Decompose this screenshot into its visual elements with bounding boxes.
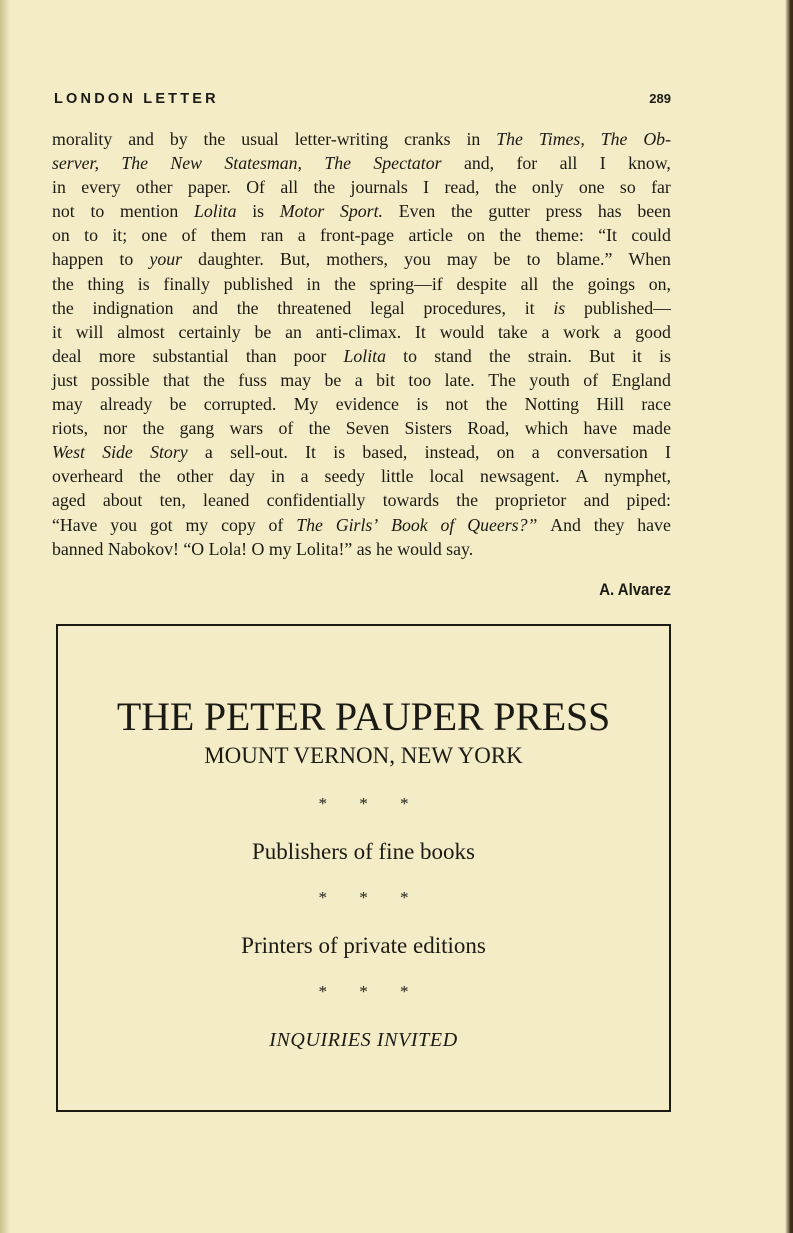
word: on bbox=[52, 225, 70, 246]
word: may bbox=[446, 249, 478, 270]
word: a bbox=[531, 442, 540, 463]
word: other bbox=[136, 177, 173, 198]
word: made bbox=[632, 418, 671, 439]
word: about bbox=[102, 490, 143, 511]
word: A bbox=[575, 466, 589, 487]
word: not bbox=[52, 201, 75, 222]
word: is bbox=[252, 201, 265, 222]
word: the bbox=[456, 490, 478, 511]
word: of bbox=[181, 225, 197, 246]
word: Statesman, bbox=[224, 153, 302, 174]
ad-printers-line: Printers of private editions bbox=[241, 933, 486, 958]
word: Side bbox=[102, 442, 133, 463]
word: a bbox=[300, 466, 309, 487]
word: substantial bbox=[152, 345, 229, 366]
word: leaned bbox=[203, 490, 250, 511]
word: cranks bbox=[404, 129, 451, 149]
word: say. bbox=[446, 538, 474, 559]
word: in bbox=[306, 273, 321, 294]
word: Notting bbox=[524, 394, 579, 415]
running-head: LONDON LETTER bbox=[54, 91, 219, 107]
word: blame.” bbox=[556, 249, 613, 270]
article-body bbox=[52, 127, 671, 561]
word: the bbox=[308, 418, 331, 439]
word: good bbox=[635, 321, 671, 342]
advertisement-box bbox=[56, 624, 671, 1112]
word: only bbox=[531, 177, 564, 198]
word: late. bbox=[444, 369, 475, 390]
word: almost bbox=[117, 321, 165, 342]
word: to bbox=[84, 225, 98, 246]
word: ten, bbox=[159, 490, 186, 511]
word: The bbox=[496, 129, 523, 149]
word: deal bbox=[52, 345, 82, 366]
word: fuss bbox=[238, 369, 267, 390]
word: it; bbox=[112, 225, 128, 246]
word: will bbox=[75, 321, 104, 342]
ad-title: THE PETER PAUPER PRESS bbox=[116, 694, 611, 739]
word: legal bbox=[370, 297, 405, 318]
word: just bbox=[52, 369, 78, 390]
word: my bbox=[185, 514, 209, 535]
word: bit bbox=[376, 369, 395, 390]
word: Sisters bbox=[404, 418, 452, 439]
word: and bbox=[128, 129, 154, 149]
word: of bbox=[583, 369, 599, 390]
word: would bbox=[397, 538, 442, 559]
text-line bbox=[52, 464, 671, 488]
word: mention bbox=[120, 201, 179, 222]
text-line bbox=[52, 320, 671, 344]
word: Story bbox=[150, 442, 188, 463]
word: Girls’ bbox=[335, 514, 379, 535]
word: morality bbox=[52, 129, 113, 149]
word: of bbox=[440, 514, 455, 535]
word: Even bbox=[398, 201, 436, 222]
word: you bbox=[404, 249, 431, 270]
page-number: 289 bbox=[649, 91, 671, 106]
word: all bbox=[520, 273, 539, 294]
word: on, bbox=[648, 273, 671, 294]
word: copy bbox=[221, 514, 256, 535]
word: got bbox=[149, 514, 173, 535]
word: in bbox=[270, 466, 285, 487]
text-line bbox=[52, 247, 671, 271]
word: Of bbox=[246, 177, 265, 198]
word: And bbox=[550, 514, 581, 535]
word: that bbox=[162, 369, 190, 390]
word: daughter. bbox=[198, 249, 264, 270]
word: despite bbox=[456, 273, 507, 294]
word: he bbox=[376, 538, 393, 559]
word: proprietor bbox=[495, 490, 567, 511]
word: may bbox=[280, 369, 312, 390]
word: happen bbox=[52, 249, 104, 270]
word: it bbox=[524, 297, 535, 318]
text-line bbox=[52, 175, 671, 199]
word: The bbox=[600, 129, 628, 149]
word: in bbox=[466, 129, 481, 149]
word: instead, bbox=[424, 442, 480, 463]
word: anti-climax. bbox=[315, 321, 402, 342]
word: so bbox=[619, 177, 636, 198]
word: theme: bbox=[535, 225, 584, 246]
word: stand bbox=[434, 345, 472, 366]
word: The bbox=[488, 369, 516, 390]
word: seedy bbox=[324, 466, 366, 487]
word: newsagent. bbox=[480, 466, 560, 487]
word: every bbox=[81, 177, 121, 198]
word: evidence bbox=[335, 394, 399, 415]
ornament-stars: * * * bbox=[318, 982, 423, 1001]
text-line bbox=[52, 537, 671, 561]
word: banned bbox=[52, 538, 104, 559]
word: been bbox=[637, 201, 671, 222]
word: the bbox=[488, 345, 511, 366]
word: letter-writing bbox=[294, 129, 389, 149]
word: be bbox=[493, 249, 511, 270]
text-line bbox=[52, 296, 671, 320]
word: conversation bbox=[556, 442, 648, 463]
word: be bbox=[169, 394, 187, 415]
word: take bbox=[497, 321, 528, 342]
word: an bbox=[285, 321, 302, 342]
word: It bbox=[305, 442, 316, 463]
word: West bbox=[52, 442, 85, 463]
text-line bbox=[52, 199, 671, 223]
word: corrupted. bbox=[203, 394, 277, 415]
word: my bbox=[268, 538, 292, 559]
word: have bbox=[637, 514, 671, 535]
word: of bbox=[278, 418, 294, 439]
word: race bbox=[641, 394, 671, 415]
word: article bbox=[408, 225, 453, 246]
word: press bbox=[545, 201, 583, 222]
word: is bbox=[333, 442, 346, 463]
word: know, bbox=[628, 153, 671, 174]
word: sell-out. bbox=[230, 442, 288, 463]
text-line bbox=[52, 344, 671, 368]
word: poor bbox=[293, 345, 327, 366]
word: is bbox=[553, 297, 566, 318]
word: a bbox=[204, 442, 213, 463]
word: your bbox=[149, 249, 183, 270]
word: O bbox=[251, 538, 265, 559]
word: My bbox=[293, 394, 319, 415]
word: on bbox=[467, 225, 485, 246]
word: in bbox=[52, 177, 66, 198]
word: “It bbox=[598, 225, 617, 246]
word: is bbox=[137, 273, 150, 294]
word: mothers, bbox=[326, 249, 388, 270]
word: gang bbox=[179, 418, 215, 439]
word: usual bbox=[241, 129, 279, 149]
word: wars bbox=[229, 418, 264, 439]
word: local bbox=[429, 466, 465, 487]
word: I bbox=[665, 442, 671, 463]
word: Times, bbox=[538, 129, 585, 149]
word: Sport. bbox=[340, 201, 383, 222]
text-line bbox=[52, 392, 671, 416]
word: I bbox=[599, 153, 606, 174]
text-line bbox=[52, 440, 671, 464]
word: nor bbox=[103, 418, 128, 439]
word: and bbox=[583, 490, 610, 511]
word: to bbox=[90, 201, 105, 222]
word: gutter bbox=[488, 201, 530, 222]
word: Ob- bbox=[643, 129, 671, 149]
word: and bbox=[192, 297, 218, 318]
word: it bbox=[52, 321, 62, 342]
word: front-page bbox=[320, 225, 395, 246]
word: confidentially bbox=[266, 490, 366, 511]
word: goings bbox=[587, 273, 636, 294]
word: for bbox=[516, 153, 538, 174]
ornament-stars: * * * bbox=[318, 794, 423, 813]
word: day bbox=[229, 466, 255, 487]
word: Motor bbox=[279, 201, 325, 222]
word: Seven bbox=[345, 418, 390, 439]
word: as bbox=[356, 538, 372, 559]
word: the bbox=[142, 418, 165, 439]
word: Queers?” bbox=[467, 514, 538, 535]
word: Book bbox=[391, 514, 428, 535]
word: threatened bbox=[277, 297, 352, 318]
word: a bbox=[613, 321, 622, 342]
word: the bbox=[334, 273, 356, 294]
word: Lolita bbox=[194, 201, 237, 222]
word: the bbox=[203, 129, 226, 149]
word: be bbox=[254, 321, 272, 342]
word: the bbox=[313, 177, 336, 198]
word: they bbox=[593, 514, 625, 535]
word: the bbox=[494, 177, 517, 198]
word: It bbox=[415, 321, 426, 342]
word: “Have bbox=[52, 514, 98, 535]
text-line bbox=[52, 223, 671, 247]
word: paper. bbox=[187, 177, 231, 198]
ad-inquiries: INQUIRIES INVITED bbox=[269, 1029, 458, 1051]
word: the bbox=[450, 201, 473, 222]
word: I bbox=[423, 177, 430, 198]
word: them bbox=[210, 225, 247, 246]
word: Hill bbox=[596, 394, 625, 415]
word: The bbox=[296, 514, 323, 535]
word: When bbox=[628, 249, 671, 270]
ornament-stars: * * * bbox=[318, 888, 423, 907]
word: Road, bbox=[467, 418, 510, 439]
word: Lolita bbox=[343, 345, 386, 366]
word: on bbox=[496, 442, 515, 463]
word: finally bbox=[163, 273, 210, 294]
word: too bbox=[408, 369, 432, 390]
text-line bbox=[52, 488, 671, 512]
word: which bbox=[524, 418, 569, 439]
word: Lola! bbox=[208, 538, 248, 559]
word: New bbox=[170, 153, 202, 174]
word: England bbox=[611, 369, 671, 390]
word: But, bbox=[279, 249, 311, 270]
word: The bbox=[324, 153, 351, 174]
word: by bbox=[169, 129, 188, 149]
word: nymphet, bbox=[604, 466, 671, 487]
word: read, bbox=[444, 177, 480, 198]
word: work bbox=[563, 321, 600, 342]
word: is bbox=[659, 345, 671, 366]
word: overheard bbox=[52, 466, 124, 487]
word: possible bbox=[91, 369, 150, 390]
word: a bbox=[297, 225, 306, 246]
word: to bbox=[119, 249, 134, 270]
word: journals bbox=[350, 177, 408, 198]
word: indignation bbox=[92, 297, 174, 318]
word: little bbox=[380, 466, 414, 487]
word: have bbox=[583, 418, 618, 439]
word: already bbox=[99, 394, 153, 415]
word: may bbox=[52, 394, 83, 415]
word: the bbox=[499, 225, 522, 246]
text-line bbox=[52, 416, 671, 440]
word: and, bbox=[463, 153, 495, 174]
word: be bbox=[324, 369, 342, 390]
word: the bbox=[52, 297, 74, 318]
text-line bbox=[52, 368, 671, 392]
word: not bbox=[445, 394, 469, 415]
word: ran bbox=[260, 225, 284, 246]
word: piped: bbox=[626, 490, 671, 511]
page-right-edge-shadow bbox=[785, 0, 793, 1233]
text-line bbox=[52, 272, 671, 296]
word: to bbox=[526, 249, 541, 270]
word: one bbox=[141, 225, 168, 246]
word: “O bbox=[183, 538, 205, 559]
word: spring—if bbox=[369, 273, 443, 294]
ad-subtitle: MOUNT VERNON, NEW YORK bbox=[204, 743, 523, 768]
word: of bbox=[268, 514, 284, 535]
word: than bbox=[245, 345, 277, 366]
word: strain. bbox=[527, 345, 572, 366]
word: one bbox=[578, 177, 605, 198]
word: is bbox=[416, 394, 429, 415]
word: procedures, bbox=[423, 297, 506, 318]
word: Nabokov! bbox=[107, 538, 179, 559]
word: published— bbox=[584, 297, 671, 318]
word: riots, bbox=[52, 418, 89, 439]
word: has bbox=[597, 201, 622, 222]
word: the bbox=[236, 297, 259, 318]
word: far bbox=[651, 177, 671, 198]
word: server, bbox=[52, 153, 99, 174]
word: a bbox=[354, 369, 363, 390]
ad-publishers-line: Publishers of fine books bbox=[252, 839, 475, 864]
page-left-edge-shadow bbox=[0, 0, 10, 1233]
word: a bbox=[541, 321, 550, 342]
word: it bbox=[631, 345, 642, 366]
word: could bbox=[631, 225, 671, 246]
word: the bbox=[485, 394, 508, 415]
word: all bbox=[280, 177, 299, 198]
author-signature: A. Alvarez bbox=[599, 580, 671, 599]
word: certainly bbox=[178, 321, 241, 342]
word: published bbox=[223, 273, 293, 294]
word: Spectator bbox=[373, 153, 442, 174]
word: more bbox=[98, 345, 136, 366]
word: The bbox=[121, 153, 148, 174]
word: But bbox=[589, 345, 615, 366]
word: the bbox=[203, 369, 225, 390]
word: thing bbox=[87, 273, 125, 294]
text-line bbox=[52, 513, 671, 537]
word: based, bbox=[362, 442, 408, 463]
text-line bbox=[52, 151, 671, 175]
word: all bbox=[559, 153, 578, 174]
word: would bbox=[439, 321, 485, 342]
word: aged bbox=[52, 490, 86, 511]
word: the bbox=[52, 273, 74, 294]
text-line bbox=[52, 127, 671, 151]
word: youth bbox=[529, 369, 570, 390]
word: other bbox=[176, 466, 214, 487]
word: the bbox=[552, 273, 574, 294]
word: to bbox=[403, 345, 418, 366]
word: you bbox=[110, 514, 137, 535]
word: Lolita!” bbox=[296, 538, 353, 559]
word: towards bbox=[382, 490, 439, 511]
word: the bbox=[139, 466, 161, 487]
